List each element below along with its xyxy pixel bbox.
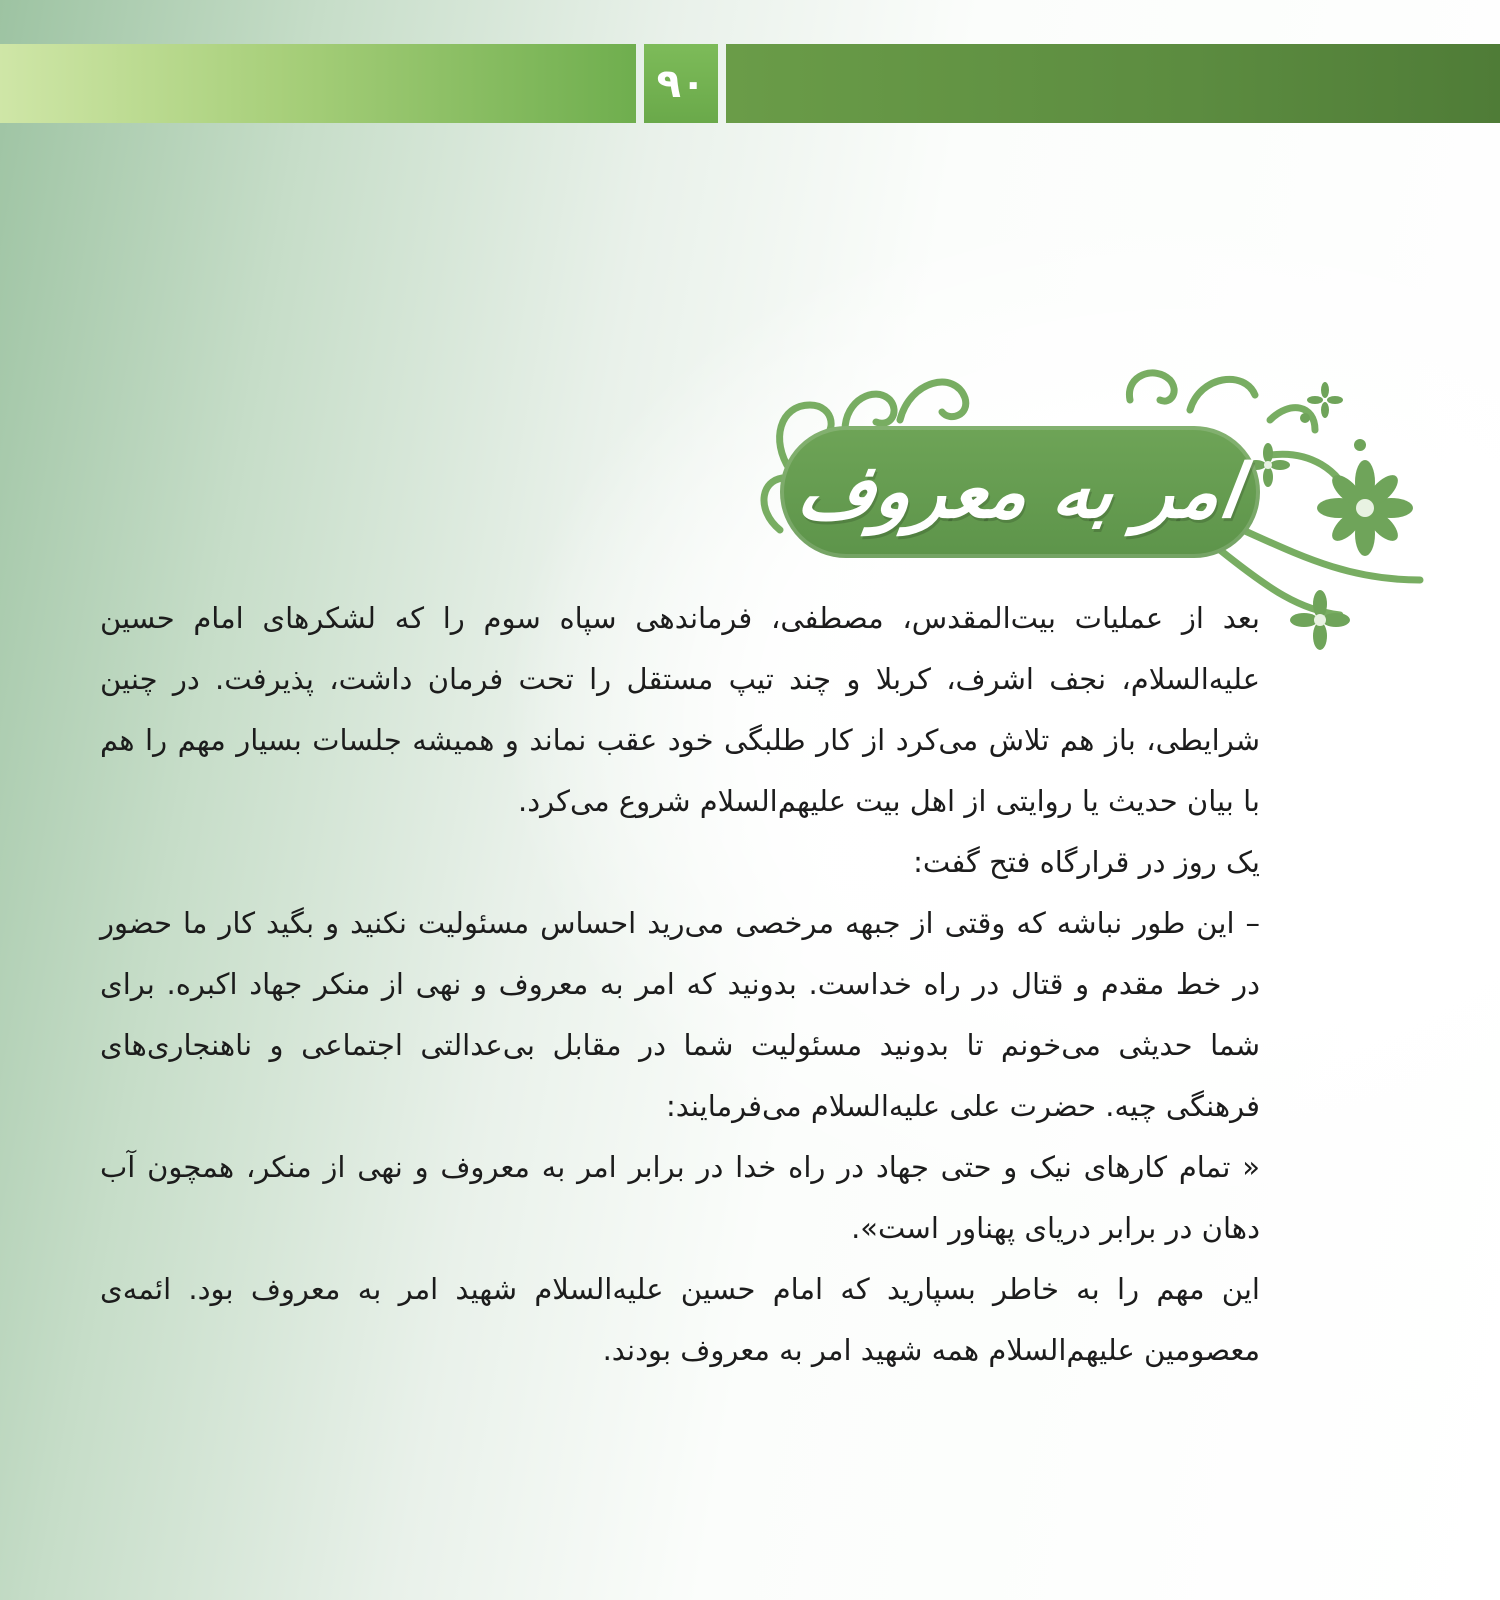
body-text [100,588,1260,1381]
paragraph: بعد از عملیات بیت‌المقدس، مصطفی، فرماندهی سپاه سوم را که لشکرهای امام حسین علیه‌السلام، نجف اشرف، کربلا و چند تیپ مستقل را تحت فرمان داشت، پذیرفت. در چنین شرایطی، باز هم تلاش می‌کرد از کار طلبگی خود عقب نماند و همیشه جلسات بسیار مهم را هم با بیان حدیث یا روایتی از اهل بیت علیهم‌السلام شروع می‌کرد. [100,601,1260,818]
quote-paragraph: « تمام کارهای نیک و حتی جهاد در راه خدا در برابر امر به معروف و نهی از منکر، همچون آب دهان در برابر دریای پهناور است». [100,1150,1260,1245]
section-title-badge [780,426,1260,558]
header-band-left [0,44,636,123]
page-number: ۹۰ [656,60,706,107]
page-number-box [644,44,718,123]
paragraph: – این طور نباشه که وقتی از جبهه مرخصی می‌رید احساس مسئولیت نکنید و بگید کار ما حضور در خط مقدم و قتال در راه خداست. بدونید که امر به معروف و نهی از منکر جهاد اکبره. برای شما حدیثی می‌خونم تا بدونید مسئولیت شما در مقابل بی‌عدالتی اجتماعی و ناهنجاری‌های فرهنگی چیه. حضرت علی علیه‌السلام می‌فرمایند: [100,906,1260,1123]
paragraph: یک روز در قرارگاه فتح گفت: [913,845,1260,879]
section-title: امر به معروف [793,449,1247,535]
header-band-right [726,44,1500,123]
paragraph: این مهم را به خاطر بسپارید که امام حسین علیه‌السلام شهید امر به معروف بود. ائمه‌ی معصومین علیهم‌السلام همه شهید امر به معروف بودند. [100,1272,1260,1367]
